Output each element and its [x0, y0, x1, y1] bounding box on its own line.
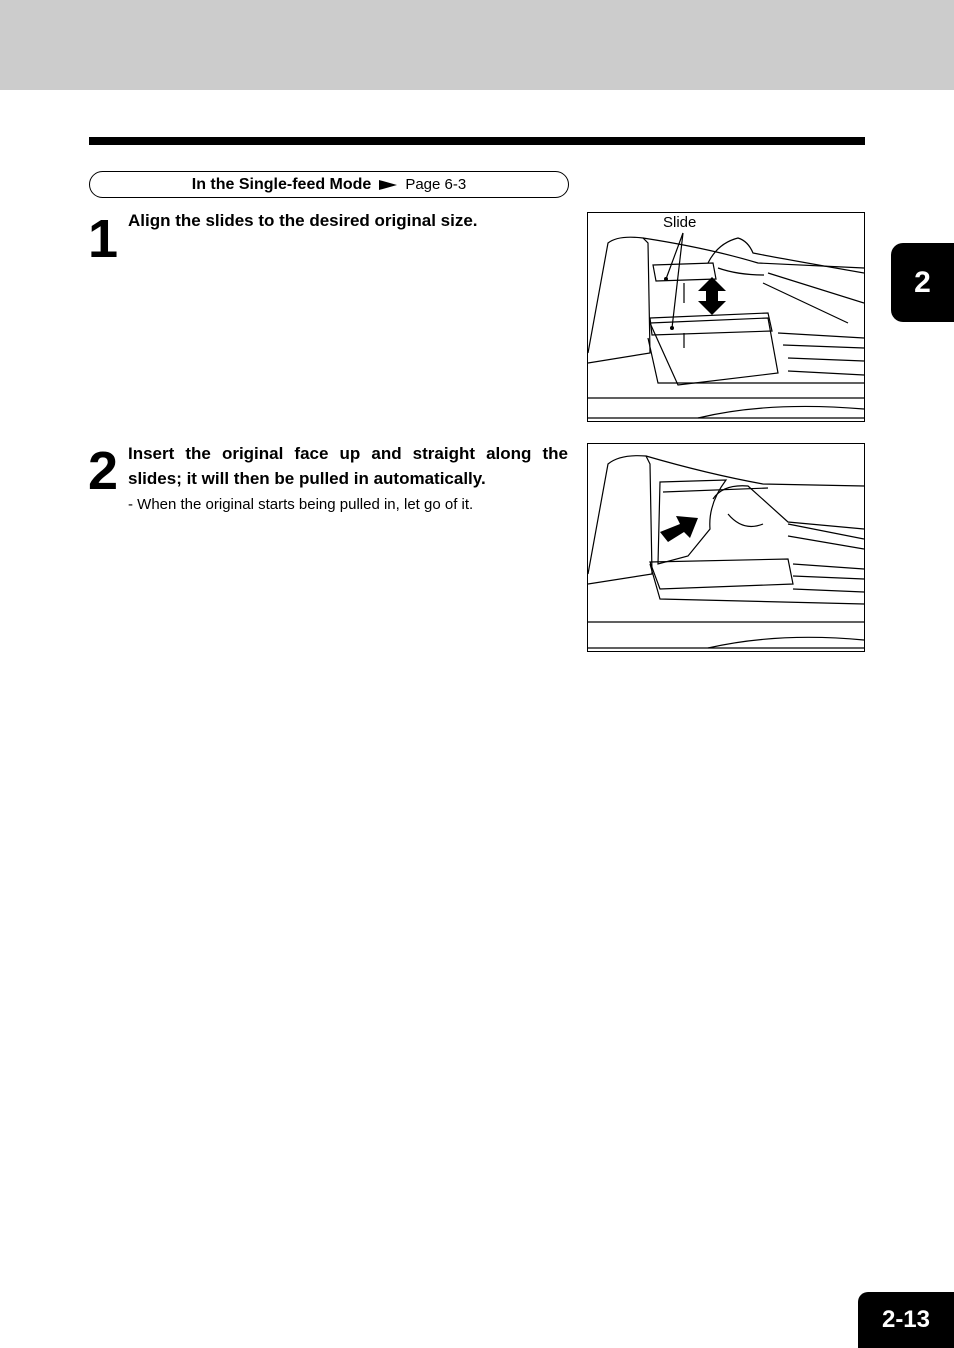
mode-title: In the Single-feed Mode [191, 175, 372, 193]
adf-slide-adjust-illustration-icon [588, 213, 864, 421]
step-2-text: Insert the original face up and straight along the slides; it will then be pulled in automatically. [128, 444, 568, 488]
step-2-number: 2 [88, 441, 117, 501]
page-number: 2-13 [858, 1292, 954, 1348]
chapter-tab: 2 [891, 243, 954, 322]
step-2-note: - When the original starts being pulled in, let go of it. [128, 496, 474, 513]
header-band [0, 0, 954, 90]
step-1-number: 1 [88, 209, 117, 269]
step-2-figure [587, 443, 865, 652]
step-1-text: Align the slides to the desired original size. [128, 211, 478, 230]
mode-reference-link[interactable] [89, 171, 569, 198]
step-1-figure [587, 212, 865, 422]
adf-original-insert-illustration-icon [588, 444, 864, 651]
slide-label: Slide [663, 214, 697, 231]
section-rule [89, 137, 865, 145]
page-reference: Page 6-3 [405, 176, 467, 193]
right-arrow-icon [379, 180, 397, 190]
